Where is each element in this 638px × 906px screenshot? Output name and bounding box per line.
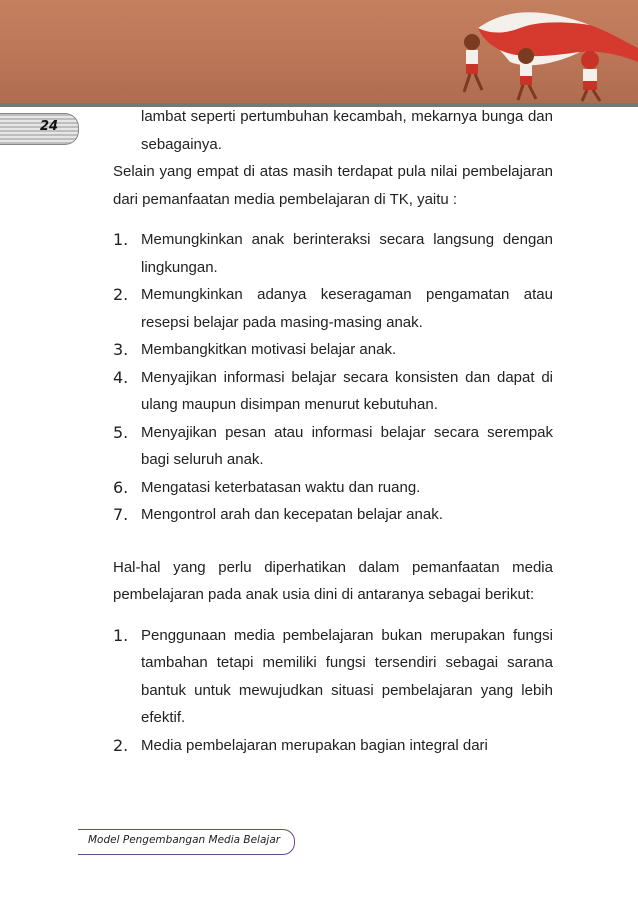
list-item: 7. Mengontrol arah dan kecepatan belajar anak. — [113, 505, 443, 524]
list-item: 1. Memungkinkan anak berinteraksi secara langsung dengan lingkungan. — [113, 230, 553, 276]
paragraph-intro-values: Selain yang empat di atas masih terdapat pula nilai pembelajaran dari pemanfaatan media pembelajaran di TK, yaitu : — [113, 163, 553, 208]
list-item: 3. Membangkitkan motivasi belajar anak. — [113, 340, 397, 359]
footer-title: Model Pengembangan Media Belajar — [88, 834, 281, 846]
children-flag-illustration — [440, 0, 638, 103]
page-content — [113, 103, 553, 759]
page-number: 24 — [40, 119, 59, 134]
continued-text: lambat seperti pertumbuhan kecambah, mekarnya bunga dan sebagainya. — [141, 108, 553, 153]
list-item: 2. Media pembelajaran merupakan bagian integral dari — [113, 735, 488, 755]
list-item: 4. Menyajikan informasi belajar secara konsisten dan dapat di ulang maupun disimpan menurut kebutuhan. — [113, 367, 553, 413]
list-item: 2. Memungkinkan adanya keseragaman pengamatan atau resepsi belajar pada masing-masing anak. — [113, 285, 553, 331]
list-item: 1. Penggunaan media pembelajaran bukan merupakan fungsi tambahan tetapi memiliki fungsi tersendiri sebagai sarana bantuk untuk mewujudkan situasi pembelajaran yang lebih efektif. — [113, 625, 553, 726]
list-considerations — [113, 622, 553, 760]
list-learning-values — [113, 226, 553, 529]
list-item: 5. Menyajikan pesan atau informasi belajar secara serempak bagi seluruh anak. — [113, 422, 553, 468]
list-item: 6. Mengatasi keterbatasan waktu dan ruang. — [113, 477, 421, 497]
paragraph-considerations: Hal-hal yang perlu diperhatikan dalam pemanfaatan media pembelajaran pada anak usia dini di antaranya sebagai berikut: — [113, 558, 553, 603]
